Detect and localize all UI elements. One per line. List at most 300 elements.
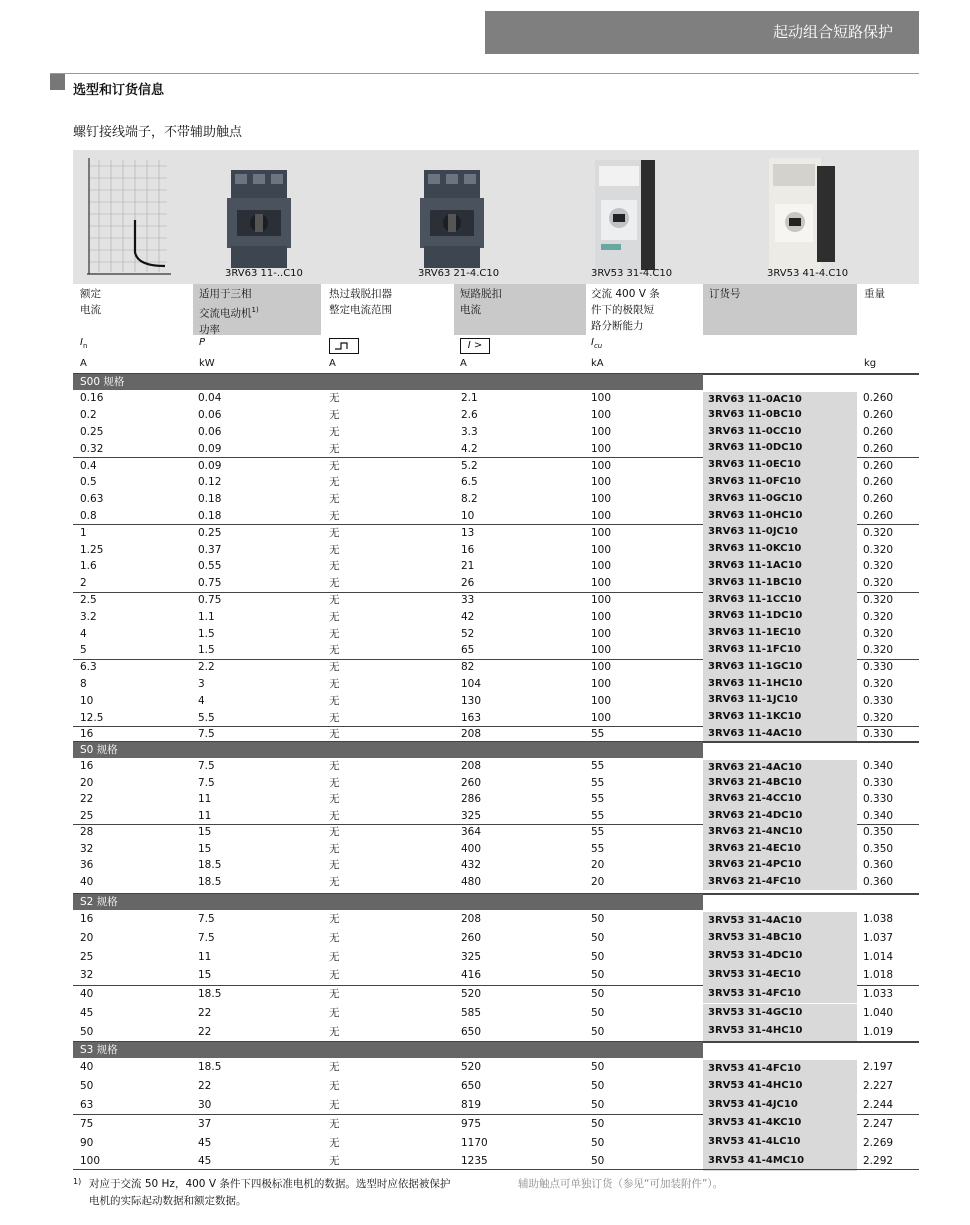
cell-order-number: 3RV63 11-1HC10 — [703, 676, 857, 693]
table-row — [73, 1077, 919, 1096]
cell-motor-power: 0.04 — [198, 392, 222, 405]
table-row — [73, 558, 919, 575]
unit-short-circuit: A — [460, 358, 467, 369]
cell-weight: 0.260 — [863, 493, 894, 506]
cell-weight: 0.360 — [863, 859, 894, 872]
cell-breaking-capacity: 100 — [591, 409, 612, 422]
cell-overload-range: 无 — [329, 950, 340, 963]
cell-overload-range: 无 — [329, 644, 340, 657]
cell-short-circuit-trip: 650 — [461, 1080, 482, 1093]
cell-overload-range: 无 — [329, 627, 340, 640]
cell-rated-current: 40 — [80, 988, 94, 1001]
cell-rated-current: 25 — [80, 950, 94, 963]
cell-order-number: 3RV63 21-4EC10 — [703, 841, 857, 858]
cell-short-circuit-trip: 65 — [461, 644, 475, 657]
cell-weight: 0.260 — [863, 509, 894, 522]
table-row — [73, 929, 919, 948]
cell-weight: 0.320 — [863, 610, 894, 623]
cell-short-circuit-trip: 82 — [461, 661, 475, 674]
cell-overload-range: 无 — [329, 1117, 340, 1130]
unit-overload: A — [329, 358, 336, 369]
cell-motor-power: 1.1 — [198, 610, 215, 623]
cell-rated-current: 0.2 — [80, 409, 97, 422]
cell-short-circuit-trip: 33 — [461, 593, 475, 606]
cell-motor-power: 18.5 — [198, 859, 222, 872]
cell-short-circuit-trip: 480 — [461, 875, 482, 888]
cell-motor-power: 18.5 — [198, 875, 222, 888]
cell-short-circuit-trip: 104 — [461, 677, 482, 690]
cell-short-circuit-trip: 26 — [461, 577, 475, 590]
cell-breaking-capacity: 100 — [591, 610, 612, 623]
cell-order-number: 3RV63 11-0EC10 — [703, 457, 857, 474]
cell-breaking-capacity: 55 — [591, 826, 605, 839]
cell-rated-current: 32 — [80, 842, 94, 855]
cell-order-number: 3RV63 11-4AC10 — [703, 726, 857, 743]
cell-motor-power: 0.06 — [198, 409, 222, 422]
header-line: 重量 — [864, 288, 885, 300]
cell-weight: 0.320 — [863, 677, 894, 690]
header-line: 短路脱扣 — [460, 288, 502, 300]
cell-motor-power: 4 — [198, 694, 205, 707]
table-row — [73, 592, 919, 609]
cell-weight: 1.033 — [863, 988, 894, 1001]
cell-rated-current: 1 — [80, 526, 87, 539]
cell-breaking-capacity: 100 — [591, 677, 612, 690]
cell-short-circuit-trip: 975 — [461, 1117, 482, 1130]
cell-motor-power: 7.5 — [198, 728, 215, 741]
header-line: 路分断能力 — [591, 320, 644, 332]
cell-rated-current: 12.5 — [80, 711, 104, 724]
cell-short-circuit-trip: 6.5 — [461, 476, 478, 489]
cell-overload-range: 无 — [329, 760, 340, 773]
cell-overload-range: 无 — [329, 875, 340, 888]
cell-rated-current: 50 — [80, 1025, 94, 1038]
cell-order-number: 3RV63 11-0HC10 — [703, 508, 857, 525]
cell-motor-power: 0.75 — [198, 593, 222, 606]
cell-rated-current: 28 — [80, 826, 94, 839]
table-row — [73, 758, 919, 775]
cell-breaking-capacity: 50 — [591, 950, 605, 963]
cell-overload-range: 无 — [329, 859, 340, 872]
cell-order-number: 3RV63 21-4CC10 — [703, 791, 857, 808]
table-row — [73, 491, 919, 508]
table-row — [73, 910, 919, 929]
cell-order-number: 3RV53 41-4KC10 — [703, 1114, 857, 1133]
cell-motor-power: 11 — [198, 950, 212, 963]
cell-overload-range: 无 — [329, 913, 340, 926]
table-row — [73, 575, 919, 592]
cell-short-circuit-trip: 325 — [461, 809, 482, 822]
table-row — [73, 508, 919, 525]
cell-order-number: 3RV53 41-4FC10 — [703, 1058, 857, 1077]
cell-motor-power: 11 — [198, 793, 212, 806]
cell-weight: 2.292 — [863, 1155, 894, 1168]
header-line: 交流电动机$^{1)}$ — [199, 306, 259, 320]
cell-motor-power: 1.5 — [198, 627, 215, 640]
cell-weight: 0.260 — [863, 409, 894, 422]
table-row — [73, 1133, 919, 1152]
table-row — [73, 457, 919, 474]
cell-breaking-capacity: 50 — [591, 1136, 605, 1149]
cell-short-circuit-trip: 42 — [461, 610, 475, 623]
cell-motor-power: 15 — [198, 842, 212, 855]
cell-overload-range: 无 — [329, 694, 340, 707]
cell-weight: 0.260 — [863, 459, 894, 472]
page-header-title: 起动组合短路保护 — [772, 23, 893, 41]
cell-breaking-capacity: 100 — [591, 442, 612, 455]
cell-rated-current: 0.63 — [80, 493, 104, 506]
table-row — [73, 985, 919, 1004]
cell-breaking-capacity: 100 — [591, 526, 612, 539]
product-image-3rv5331 — [591, 160, 655, 270]
header-line: 订货号 — [709, 288, 741, 300]
cell-rated-current: 40 — [80, 875, 94, 888]
header-band — [485, 11, 919, 54]
cell-rated-current: 4 — [80, 627, 87, 640]
col-header-order-number — [703, 284, 857, 335]
table-row — [73, 874, 919, 891]
cell-breaking-capacity: 100 — [591, 694, 612, 707]
cell-order-number: 3RV53 31-4FC10 — [703, 985, 857, 1004]
cell-breaking-capacity: 55 — [591, 793, 605, 806]
cell-short-circuit-trip: 2.1 — [461, 392, 478, 405]
cell-overload-range: 无 — [329, 493, 340, 506]
cell-breaking-capacity: 100 — [591, 493, 612, 506]
cell-motor-power: 15 — [198, 826, 212, 839]
cell-breaking-capacity: 20 — [591, 875, 605, 888]
cell-weight: 1.040 — [863, 1006, 894, 1019]
cell-breaking-capacity: 100 — [591, 425, 612, 438]
cell-overload-range: 无 — [329, 842, 340, 855]
group-header: S0 规格 — [73, 742, 703, 758]
cell-rated-current: 2.5 — [80, 593, 97, 606]
cell-weight: 0.320 — [863, 627, 894, 640]
cell-rated-current: 63 — [80, 1098, 94, 1111]
cell-overload-range: 无 — [329, 1006, 340, 1019]
cell-breaking-capacity: 50 — [591, 932, 605, 945]
cell-rated-current: 16 — [80, 760, 94, 773]
cell-rated-current: 16 — [80, 728, 94, 741]
table-row — [73, 390, 919, 407]
table-row — [73, 474, 919, 491]
cell-motor-power: 7.5 — [198, 776, 215, 789]
cell-motor-power: 18.5 — [198, 1061, 222, 1074]
cell-motor-power: 22 — [198, 1080, 212, 1093]
cell-rated-current: 20 — [80, 776, 94, 789]
table-row — [73, 1022, 919, 1041]
cell-breaking-capacity: 50 — [591, 988, 605, 1001]
cell-motor-power: 22 — [198, 1006, 212, 1019]
cell-motor-power: 7.5 — [198, 932, 215, 945]
cell-weight: 0.330 — [863, 793, 894, 806]
cell-weight: 1.019 — [863, 1025, 894, 1038]
cell-motor-power: 37 — [198, 1117, 212, 1130]
cell-breaking-capacity: 50 — [591, 1025, 605, 1038]
cell-overload-range: 无 — [329, 610, 340, 623]
cell-motor-power: 30 — [198, 1098, 212, 1111]
cell-order-number: 3RV63 21-4FC10 — [703, 874, 857, 891]
cell-order-number: 3RV63 11-0BC10 — [703, 407, 857, 424]
cell-weight: 0.330 — [863, 661, 894, 674]
cell-motor-power: 45 — [198, 1136, 212, 1149]
cell-order-number: 3RV63 11-0JC10 — [703, 524, 857, 541]
cell-weight: 0.340 — [863, 809, 894, 822]
cell-motor-power: 0.09 — [198, 459, 222, 472]
col-header-overload-range — [329, 286, 392, 318]
cell-breaking-capacity: 50 — [591, 1080, 605, 1093]
cell-order-number: 3RV63 11-1GC10 — [703, 659, 857, 676]
cell-rated-current: 16 — [80, 913, 94, 926]
cell-rated-current: 5 — [80, 644, 87, 657]
table-row — [73, 676, 919, 693]
cell-overload-range: 无 — [329, 988, 340, 1001]
cell-weight: 2.269 — [863, 1136, 894, 1149]
cell-overload-range: 无 — [329, 826, 340, 839]
unit-breaking-capacity: kA — [591, 358, 604, 369]
cell-overload-range: 无 — [329, 476, 340, 489]
cell-overload-range: 无 — [329, 1061, 340, 1074]
cell-overload-range: 无 — [329, 1098, 340, 1111]
table-row — [73, 1058, 919, 1077]
cell-overload-range: 无 — [329, 509, 340, 522]
cell-breaking-capacity: 20 — [591, 859, 605, 872]
product-image-strip — [73, 150, 919, 284]
cell-breaking-capacity: 100 — [591, 661, 612, 674]
cell-overload-range: 无 — [329, 409, 340, 422]
product-image-3rv5341 — [765, 158, 835, 272]
cell-order-number: 3RV53 31-4BC10 — [703, 929, 857, 948]
cell-overload-range: 无 — [329, 1136, 340, 1149]
table-row — [73, 625, 919, 642]
cell-motor-power: 0.75 — [198, 577, 222, 590]
overload-release-icon — [329, 338, 359, 354]
table-row — [73, 424, 919, 441]
cell-weight: 1.018 — [863, 969, 894, 982]
cell-rated-current: 0.32 — [80, 442, 104, 455]
group-header: S00 规格 — [73, 374, 703, 390]
cell-motor-power: 0.18 — [198, 509, 222, 522]
cell-order-number: 3RV63 11-0CC10 — [703, 424, 857, 441]
cell-weight: 0.320 — [863, 644, 894, 657]
cell-short-circuit-trip: 432 — [461, 859, 482, 872]
cell-short-circuit-trip: 364 — [461, 826, 482, 839]
cell-overload-range: 无 — [329, 442, 340, 455]
cell-weight: 0.320 — [863, 560, 894, 573]
product-label: 3RV53 31-4.C10 — [591, 268, 673, 279]
cell-order-number: 3RV63 11-1BC10 — [703, 575, 857, 592]
cell-short-circuit-trip: 16 — [461, 543, 475, 556]
cell-order-number: 3RV63 11-0KC10 — [703, 541, 857, 558]
cell-order-number: 3RV63 11-0DC10 — [703, 440, 857, 457]
cell-overload-range: 无 — [329, 560, 340, 573]
top-rule — [50, 73, 919, 74]
product-label: 3RV63 21-4.C10 — [418, 268, 500, 279]
cell-breaking-capacity: 55 — [591, 728, 605, 741]
cell-rated-current: 0.5 — [80, 476, 97, 489]
product-label: 3RV53 41-4.C10 — [767, 268, 849, 279]
cell-motor-power: 15 — [198, 969, 212, 982]
cell-short-circuit-trip: 4.2 — [461, 442, 478, 455]
cell-weight: 0.320 — [863, 577, 894, 590]
cell-short-circuit-trip: 8.2 — [461, 493, 478, 506]
cell-order-number: 3RV63 21-4NC10 — [703, 824, 857, 841]
cell-overload-range: 无 — [329, 776, 340, 789]
cell-order-number: 3RV53 31-4EC10 — [703, 966, 857, 985]
cell-breaking-capacity: 50 — [591, 1117, 605, 1130]
cell-weight: 2.247 — [863, 1117, 894, 1130]
cell-short-circuit-trip: 52 — [461, 627, 475, 640]
header-line: 额定 — [80, 288, 101, 300]
unit-rated-current: A — [80, 358, 87, 369]
cell-breaking-capacity: 55 — [591, 776, 605, 789]
cell-overload-range: 无 — [329, 677, 340, 690]
cell-weight: 1.038 — [863, 913, 894, 926]
header-line: 整定电流范围 — [329, 304, 392, 316]
cell-overload-range: 无 — [329, 969, 340, 982]
footnote-accessories-note: 辅助触点可单独订货（参见“可加装附件”）。 — [518, 1178, 724, 1190]
table-row — [73, 966, 919, 985]
section-marker — [50, 74, 65, 90]
table-row — [73, 791, 919, 808]
cell-overload-range: 无 — [329, 577, 340, 590]
cell-weight: 0.260 — [863, 442, 894, 455]
cell-short-circuit-trip: 5.2 — [461, 459, 478, 472]
col-header-motor-power — [193, 284, 321, 335]
cell-weight: 0.320 — [863, 593, 894, 606]
cell-overload-range: 无 — [329, 392, 340, 405]
cell-motor-power: 11 — [198, 809, 212, 822]
cell-weight: 0.350 — [863, 826, 894, 839]
cell-order-number: 3RV63 11-1JC10 — [703, 692, 857, 709]
cell-breaking-capacity: 50 — [591, 1098, 605, 1111]
cell-rated-current: 2 — [80, 577, 87, 590]
cell-rated-current: 6.3 — [80, 661, 97, 674]
cell-weight: 0.260 — [863, 425, 894, 438]
cell-rated-current: 45 — [80, 1006, 94, 1019]
cell-order-number: 3RV63 11-0AC10 — [703, 390, 857, 407]
col-header-breaking-capacity — [591, 286, 660, 334]
cell-overload-range: 无 — [329, 932, 340, 945]
cell-breaking-capacity: 100 — [591, 560, 612, 573]
header-line: 电流 — [80, 304, 101, 316]
cell-rated-current: 25 — [80, 809, 94, 822]
cell-order-number: 3RV63 21-4DC10 — [703, 808, 857, 825]
cell-overload-range: 无 — [329, 593, 340, 606]
cell-short-circuit-trip: 260 — [461, 932, 482, 945]
short-circuit-release-icon: I > — [460, 338, 490, 354]
cell-order-number: 3RV63 11-1KC10 — [703, 709, 857, 726]
cell-short-circuit-trip: 1170 — [461, 1136, 488, 1149]
cell-motor-power: 7.5 — [198, 760, 215, 773]
cell-weight: 1.037 — [863, 932, 894, 945]
cell-weight: 0.360 — [863, 875, 894, 888]
cell-breaking-capacity: 55 — [591, 842, 605, 855]
group-header: S3 规格 — [73, 1042, 703, 1058]
cell-weight: 0.320 — [863, 526, 894, 539]
cell-breaking-capacity: 100 — [591, 627, 612, 640]
trip-curve-chart-icon — [83, 156, 173, 278]
header-line: 适用于三相 — [199, 288, 252, 300]
cell-rated-current: 32 — [80, 969, 94, 982]
cell-rated-current: 0.4 — [80, 459, 97, 472]
table-row — [73, 709, 919, 726]
cell-breaking-capacity: 50 — [591, 1006, 605, 1019]
cell-short-circuit-trip: 10 — [461, 509, 475, 522]
cell-rated-current: 22 — [80, 793, 94, 806]
header-line: 件下的极限短 — [591, 304, 654, 316]
cell-overload-range: 无 — [329, 1080, 340, 1093]
cell-rated-current: 40 — [80, 1061, 94, 1074]
table-row — [73, 841, 919, 858]
cell-overload-range: 无 — [329, 793, 340, 806]
cell-short-circuit-trip: 520 — [461, 1061, 482, 1074]
table-row — [73, 692, 919, 709]
cell-short-circuit-trip: 2.6 — [461, 409, 478, 422]
cell-weight: 2.197 — [863, 1061, 894, 1074]
cell-overload-range: 无 — [329, 728, 340, 741]
cell-rated-current: 100 — [80, 1155, 101, 1168]
group-header: S2 规格 — [73, 894, 703, 910]
cell-order-number: 3RV63 11-0FC10 — [703, 474, 857, 491]
cell-breaking-capacity: 50 — [591, 969, 605, 982]
cell-rated-current: 10 — [80, 694, 94, 707]
cell-weight: 1.014 — [863, 950, 894, 963]
cell-order-number: 3RV53 41-4HC10 — [703, 1077, 857, 1096]
cell-rated-current: 75 — [80, 1117, 94, 1130]
cell-order-number: 3RV63 21-4PC10 — [703, 857, 857, 874]
cell-short-circuit-trip: 208 — [461, 728, 482, 741]
table-row — [73, 775, 919, 792]
cell-breaking-capacity: 100 — [591, 459, 612, 472]
cell-short-circuit-trip: 819 — [461, 1098, 482, 1111]
cell-short-circuit-trip: 208 — [461, 913, 482, 926]
cell-order-number: 3RV53 31-4AC10 — [703, 910, 857, 929]
cell-weight: 0.350 — [863, 842, 894, 855]
cell-motor-power: 18.5 — [198, 988, 222, 1001]
cell-short-circuit-trip: 208 — [461, 760, 482, 773]
cell-weight: 0.330 — [863, 694, 894, 707]
cell-short-circuit-trip: 1235 — [461, 1155, 488, 1168]
table-row — [73, 1096, 919, 1115]
cell-overload-range: 无 — [329, 661, 340, 674]
header-line: 功率 — [199, 323, 220, 336]
cell-rated-current: 1.25 — [80, 543, 104, 556]
cell-overload-range: 无 — [329, 425, 340, 438]
cell-short-circuit-trip: 520 — [461, 988, 482, 1001]
cell-rated-current: 90 — [80, 1136, 94, 1149]
cell-breaking-capacity: 100 — [591, 509, 612, 522]
cell-rated-current: 50 — [80, 1080, 94, 1093]
cell-motor-power: 7.5 — [198, 913, 215, 926]
cell-weight: 0.330 — [863, 728, 894, 741]
table-row — [73, 524, 919, 541]
cell-breaking-capacity: 100 — [591, 392, 612, 405]
cell-overload-range: 无 — [329, 809, 340, 822]
table-row — [73, 642, 919, 659]
subtitle: 螺钉接线端子，不带辅助触点 — [73, 125, 243, 140]
cell-short-circuit-trip: 21 — [461, 560, 475, 573]
table-row — [73, 407, 919, 424]
cell-motor-power: 3 — [198, 677, 205, 690]
cell-breaking-capacity: 50 — [591, 913, 605, 926]
footnote-mark: 1) — [73, 1177, 82, 1186]
cell-rated-current: 0.25 — [80, 425, 104, 438]
cell-rated-current: 20 — [80, 932, 94, 945]
cell-motor-power: 22 — [198, 1025, 212, 1038]
cell-overload-range: 无 — [329, 543, 340, 556]
cell-overload-range: 无 — [329, 526, 340, 539]
cell-motor-power: 1.5 — [198, 644, 215, 657]
